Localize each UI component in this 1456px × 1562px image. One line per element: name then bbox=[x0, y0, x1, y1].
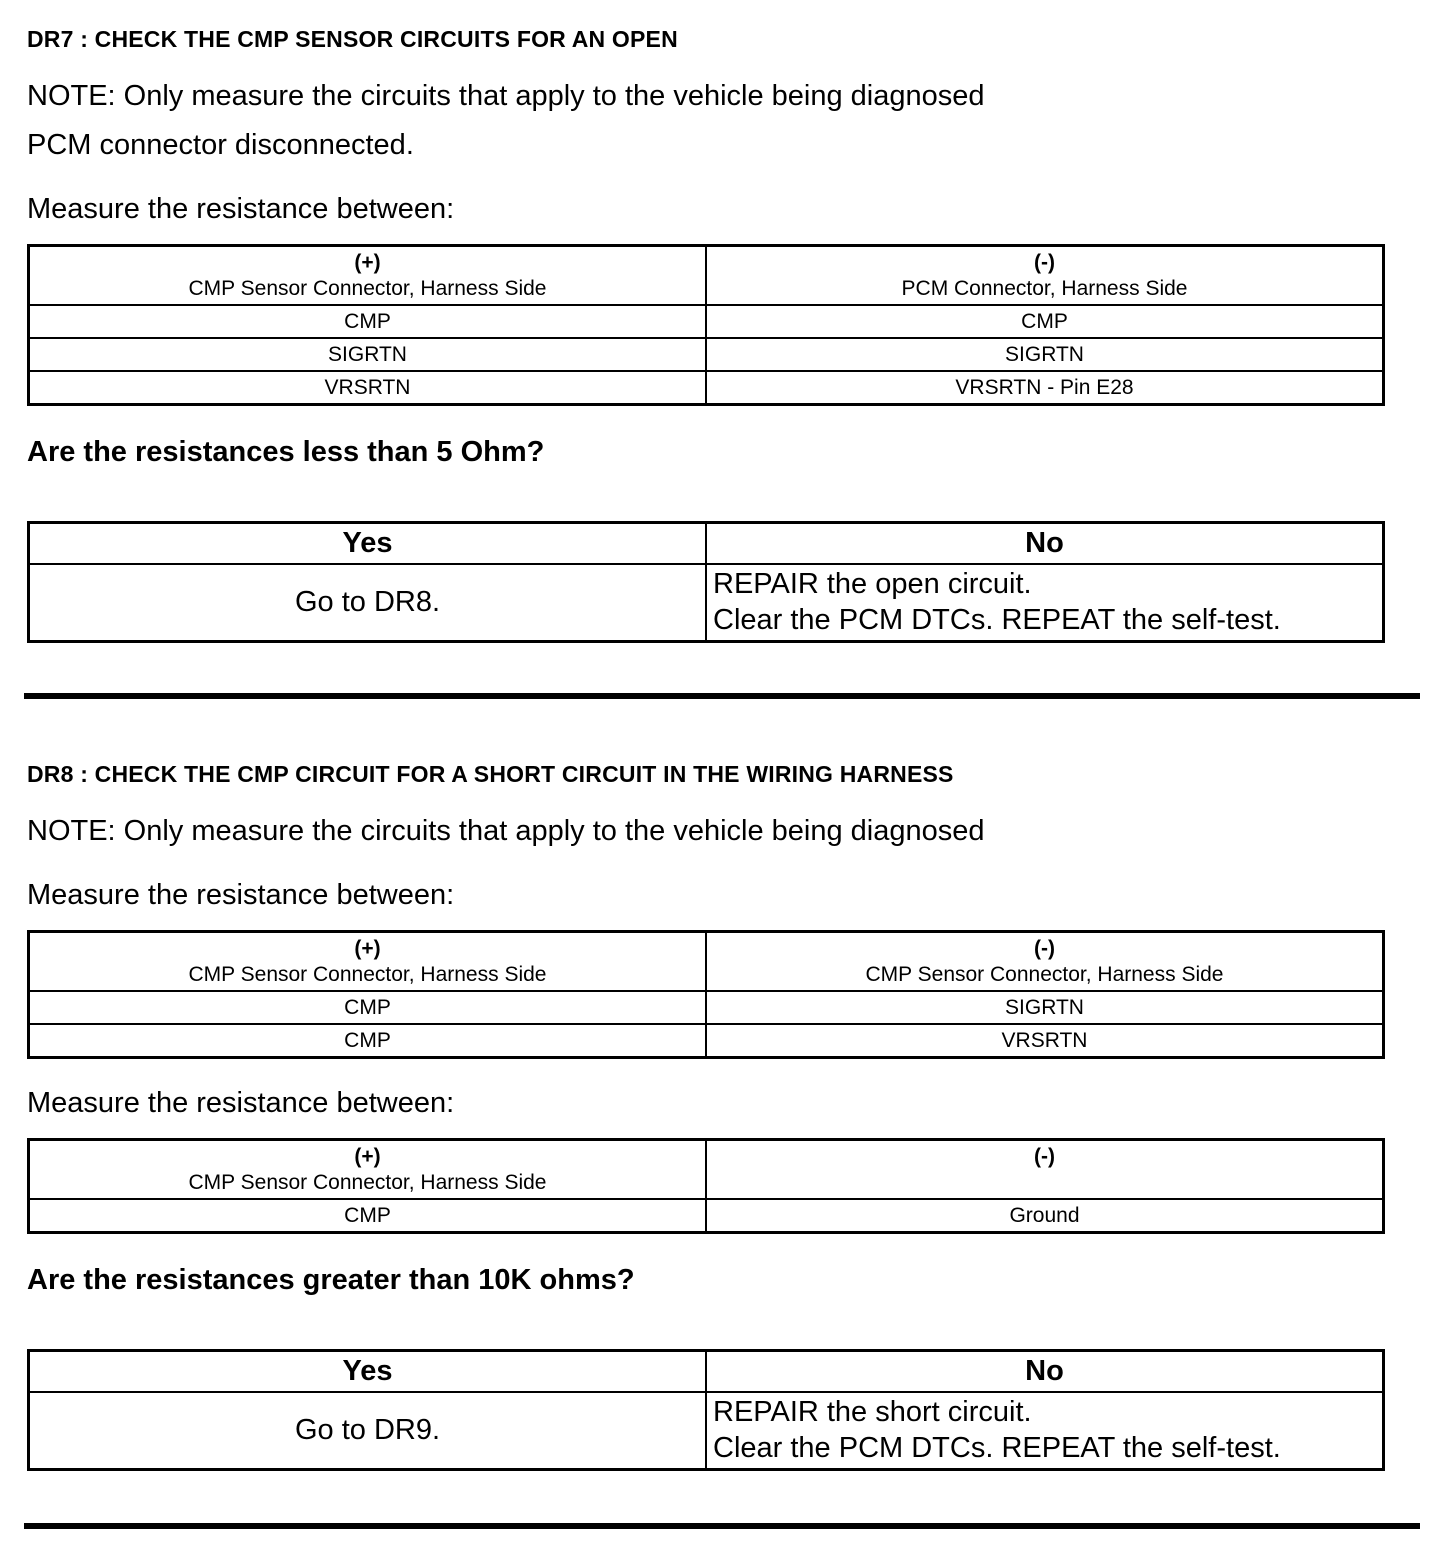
table-row bbox=[29, 305, 1384, 338]
note-text: NOTE: Only measure the circuits that apply to the vehicle being diagnosed bbox=[27, 80, 985, 112]
precondition-text: PCM connector disconnected. bbox=[27, 129, 414, 162]
section-heading-dr8: DR8 : CHECK THE CMP CIRCUIT FOR A SHORT CIRCUIT IN THE WIRING HARNESS bbox=[27, 761, 954, 788]
no-action bbox=[706, 564, 1384, 641]
section-heading-dr7: DR7 : CHECK THE CMP SENSOR CIRCUITS FOR AN OPEN bbox=[27, 26, 678, 52]
connector-label: CMP Sensor Connector, Harness Side bbox=[865, 963, 1224, 987]
polarity-sign: (+) bbox=[354, 937, 381, 961]
polarity-sign: (+) bbox=[354, 1145, 381, 1169]
table-cell: SIGRTN bbox=[706, 991, 1384, 1024]
table-cell: Ground bbox=[706, 1199, 1384, 1233]
decision-action-row bbox=[29, 1392, 1384, 1469]
negative-column-header bbox=[706, 246, 1384, 306]
table-cell: CMP bbox=[29, 1199, 707, 1233]
table-cell: CMP bbox=[29, 991, 707, 1024]
yes-header: Yes bbox=[29, 523, 707, 565]
section-dr7 bbox=[27, 26, 1426, 643]
table-row bbox=[29, 1199, 1384, 1233]
table-row bbox=[29, 1024, 1384, 1058]
no-header: No bbox=[706, 523, 1384, 565]
no-header: No bbox=[706, 1351, 1384, 1393]
polarity-sign: (-) bbox=[1034, 251, 1055, 275]
table-cell: SIGRTN bbox=[29, 338, 707, 371]
polarity-sign: (-) bbox=[1034, 1145, 1055, 1169]
diagnostic-question: Are the resistances greater than 10K ohms? bbox=[27, 1264, 635, 1297]
decision-action-row bbox=[29, 564, 1384, 641]
decision-header-row bbox=[29, 523, 1384, 565]
table-cell: CMP bbox=[29, 305, 707, 338]
no-action-line: Clear the PCM DTCs. REPEAT the self-test. bbox=[713, 603, 1281, 636]
decision-header-row bbox=[29, 1351, 1384, 1393]
no-action-line: Clear the PCM DTCs. REPEAT the self-test. bbox=[713, 1431, 1281, 1464]
decision-table bbox=[27, 521, 1385, 643]
measure-instruction: Measure the resistance between: bbox=[27, 193, 455, 226]
measurement-table bbox=[27, 244, 1385, 406]
yes-action: Go to DR9. bbox=[29, 1392, 707, 1469]
no-action-line: REPAIR the short circuit. bbox=[713, 1396, 1032, 1429]
positive-column-header bbox=[29, 246, 707, 306]
section-divider bbox=[24, 693, 1420, 699]
no-action bbox=[706, 1392, 1384, 1469]
measure-instruction: Measure the resistance between: bbox=[27, 1087, 455, 1120]
table-cell: VRSRTN bbox=[29, 371, 707, 405]
table-row bbox=[29, 991, 1384, 1024]
table-cell: VRSRTN bbox=[706, 1024, 1384, 1058]
connector-label: CMP Sensor Connector, Harness Side bbox=[188, 1171, 547, 1195]
negative-column-header bbox=[706, 932, 1384, 992]
positive-column-header bbox=[29, 1140, 707, 1200]
measurement-table bbox=[27, 1138, 1385, 1234]
section-dr8 bbox=[27, 761, 1426, 1471]
polarity-sign: (+) bbox=[354, 251, 381, 275]
connector-label: PCM Connector, Harness Side bbox=[901, 277, 1188, 301]
table-cell: CMP bbox=[706, 305, 1384, 338]
connector-label: CMP Sensor Connector, Harness Side bbox=[188, 277, 547, 301]
table-cell: CMP bbox=[29, 1024, 707, 1058]
table-row bbox=[29, 371, 1384, 405]
measure-instruction: Measure the resistance between: bbox=[27, 879, 455, 912]
connector-label: CMP Sensor Connector, Harness Side bbox=[188, 963, 547, 987]
negative-column-header bbox=[706, 1140, 1384, 1200]
note-text: NOTE: Only measure the circuits that apply to the vehicle being diagnosed bbox=[27, 815, 985, 848]
table-header-row bbox=[29, 246, 1384, 306]
diagnostic-question: Are the resistances less than 5 Ohm? bbox=[27, 436, 545, 469]
table-header-row bbox=[29, 1140, 1384, 1200]
bottom-divider bbox=[24, 1523, 1420, 1529]
table-header-row bbox=[29, 932, 1384, 992]
no-action-line: REPAIR the open circuit. bbox=[713, 568, 1032, 601]
measurement-table bbox=[27, 930, 1385, 1059]
table-row bbox=[29, 338, 1384, 371]
yes-header: Yes bbox=[29, 1351, 707, 1393]
yes-action: Go to DR8. bbox=[29, 564, 707, 641]
decision-table bbox=[27, 1349, 1385, 1471]
table-cell: VRSRTN - Pin E28 bbox=[706, 371, 1384, 405]
polarity-sign: (-) bbox=[1034, 937, 1055, 961]
connector-label bbox=[713, 1170, 1376, 1196]
positive-column-header bbox=[29, 932, 707, 992]
table-cell: SIGRTN bbox=[706, 338, 1384, 371]
